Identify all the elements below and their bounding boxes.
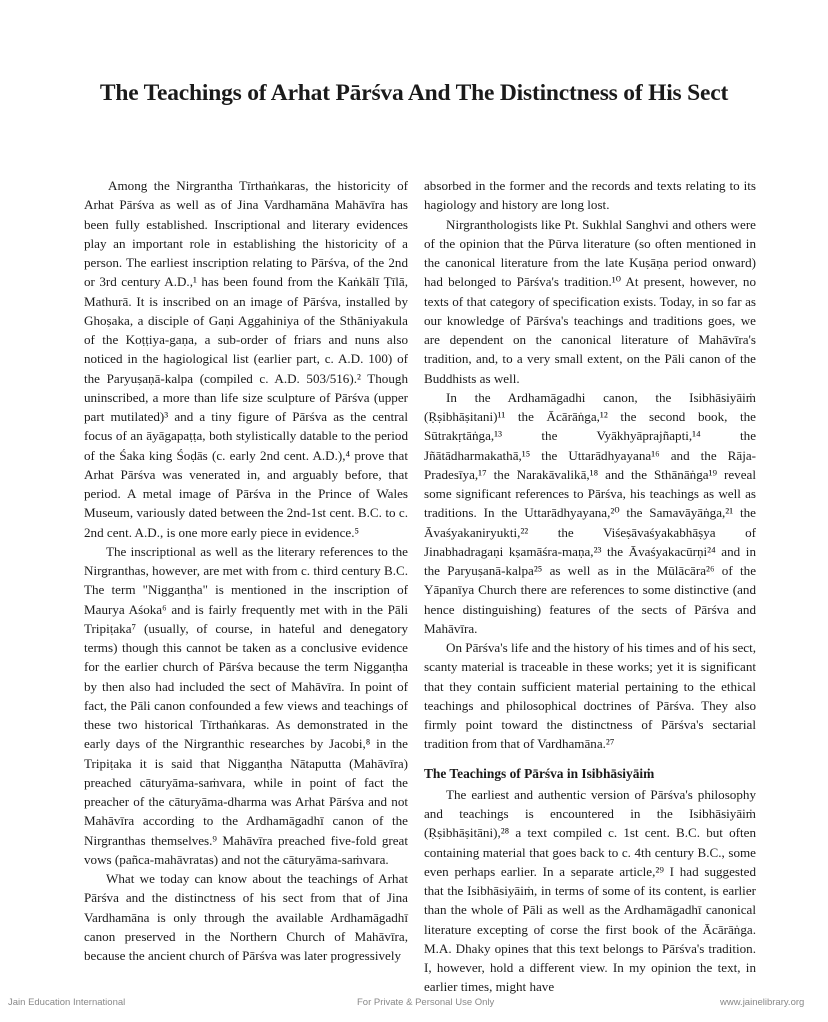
right-paragraph-4: On Pārśva's life and the history of his times and of his sect, scanty material is traceable in these works; yet it is significant that they contain sufficient material pertaining to the ethical teachings and philosophical doctrines of Pārśva. They also firmly point toward the distinctness of Pārśva's sectarial tradition from that of Vardhamāna.²⁷ — [424, 640, 756, 752]
right-paragraph-2: Nirgranthologists like Pt. Sukhlal Sanghvi and others were of the opinion that the Pūrva literature (so often mentioned in the canonical literature from the late Kuṣāṇa period onward) had belonged to Pārśva's tradition.¹⁰ At present, however, no texts of that category of specification exists. Today, in so far as our knowledge of Pārśva's teachings and traditions goes, we are dependent on the canonical literature of Mahāvīra's tradition, and, to a very small extent, on the Pāli canon of the Buddhists as well. — [424, 216, 756, 386]
left-paragraph-3: What we today can know about the teachings of Arhat Pārśva and the distinctness of his sect from that of Jina Vardhamāna is only through the available Ardhamāgadhī canon preserved in the Northern Church of Mahāvīra, because the ancient church of Pārśva was later progressively — [84, 871, 408, 963]
right-paragraph-1: absorbed in the former and the records and texts relating to its hagiology and history are long lost. — [424, 178, 756, 213]
page-title: The Teachings of Arhat Pārśva And The Distinctness of His Sect — [99, 80, 729, 106]
footer-center-text: For Private & Personal Use Only — [357, 997, 495, 1008]
left-column — [84, 176, 408, 965]
left-paragraph-1: Among the Nirgrantha Tīrthaṅkaras, the historicity of Arhat Pārśva as well as of Jina Vardhamāna Mahāvīra has been fully established. Inscriptional and literary evidences play an important role in establishing the historicity of a person. The earliest inscription relating to Pārśva, of the 2nd or 3rd century A.D.,¹ has been found from the Kaṅkālī Ṭīlā, Mathurā. It is inscribed on an image of Pārśva, installed by Ghoṣaka, a disciple of Gaṇi Aggahiniya of the Sthāniyakula of the Koṭṭiya-gaṇa, a sub-order of friars and nuns also noticed in the hagiological list (earlier part, c. A.D. 100) of the Paryuṣaṇā-kalpa (compiled c. A.D. 503/516).² Though uninscribed, a more than life size sculpture of Pārśva (upper part mutilated)³ and a tiny figure of Pārśva as the central focus of an āyāgapaṭṭa, both stylistically datable to the period of the Śaka king Śoḍās (c. early 2nd cent. A.D.),⁴ prove that Arhat Pārśva was venerated in, and arguably before, that period. A metal image of Pārśva in the Prince of Wales Museum, variously dated between the 2nd-1st cent. B.C. to c. 2nd cent. A.D., is one more early piece in evidence.⁵ — [84, 178, 408, 540]
section-heading: The Teachings of Pārśva in Isibhāsiyāiṁ — [424, 765, 655, 781]
footer-link[interactable]: www.jainelibrary.org — [720, 997, 805, 1008]
left-paragraph-2: The inscriptional as well as the literary references to the Nirgranthas, however, are met with from c. third century B.C. The term "Nigganṭha" is mentioned in the inscription of Maurya Aśoka⁶ and is fairly frequently met with in the Pāli Tripiṭaka⁷ (usually, of course, in hateful and denegatory terms) though this cannot be taken as a conclusive evidence for the earlier church of Pārśva because the term Nigganṭha by then also had included the sect of Mahāvīra. In point of fact, the Pāli canon confounded a few views and teachings of these two historical Tīrthaṅkaras. As demonstrated in the early days of the Nirgranthic researches by Jacobi,⁸ in the Tripiṭaka it is said that Nigganṭha Nātaputta (Mahāvīra) preached cāturyāma-saṁvara, while in point of fact the preacher of the cāturyāma-dharma was Arhat Pārśva and not Mahāvīra according to the Ardhamāgadhī canon of the Nirgranthas themselves.⁹ Mahāvīra preached five-fold great vows (pañca-mahāvratas) and not the cāturyāma-saṁvara. — [84, 543, 408, 867]
right-paragraph-5: The earliest and authentic version of Pārśva's philosophy and teachings is encountered in the Isibhāsiyāiṁ (Ṛṣibhāṣitāni),²⁸ a text compiled c. 1st cent. B.C. but often containing material that goes back to c. 4th century B.C., some even perhaps earlier. In a separate article,²⁹ I had suggested that the Isibhāsiyāiṁ, in terms of some of its content, is earlier than the whole of Pāli as well as the Ardhamāgadhī canonical literature excepting of corse the first book of the Ācārāṅga. M.A. Dhaky opines that this text belongs to Pārśva's tradition. I, however, hold a different view. In my opinion the text, in earlier times, might have — [424, 786, 756, 995]
right-column — [424, 176, 756, 997]
right-paragraph-3: In the Ardhamāgadhi canon, the Isibhāsiyāiṁ (Ṛṣibhāṣitani)¹¹ the Ācārāṅga,¹² the second book, the Sūtrakṛtāṅga,¹³ the Vyākhyāprajñapti,¹⁴ the Jñātādharmakathā,¹⁵ the Uttarādhyayana¹⁶ and the Rāja-Pradesīya,¹⁷ the Narakāvalikā,¹⁸ and the Sthānāṅga¹⁹ reveal some significant references to Pārśva, his teachings as well as traditions. In the Uttarādhyayana,²⁰ the Samavāyāṅga,²¹ the Āvaśyakaniryukti,²² the Viśeṣāvaśyakabhāṣya of Jinabhadragaṇi kṣamāśra-maṇa,²³ the Āvaśyakacūrṇi²⁴ and in the Paryuṣanā-kalpa²⁵ as well as in the Mūlācāra²⁶ of the Yāpanīya Church there are references to some distinctive (and hence distinguishing) features of the sects of Pārśva and Mahāvīra. — [424, 389, 756, 636]
footer-left-text: Jain Education International — [8, 997, 126, 1008]
